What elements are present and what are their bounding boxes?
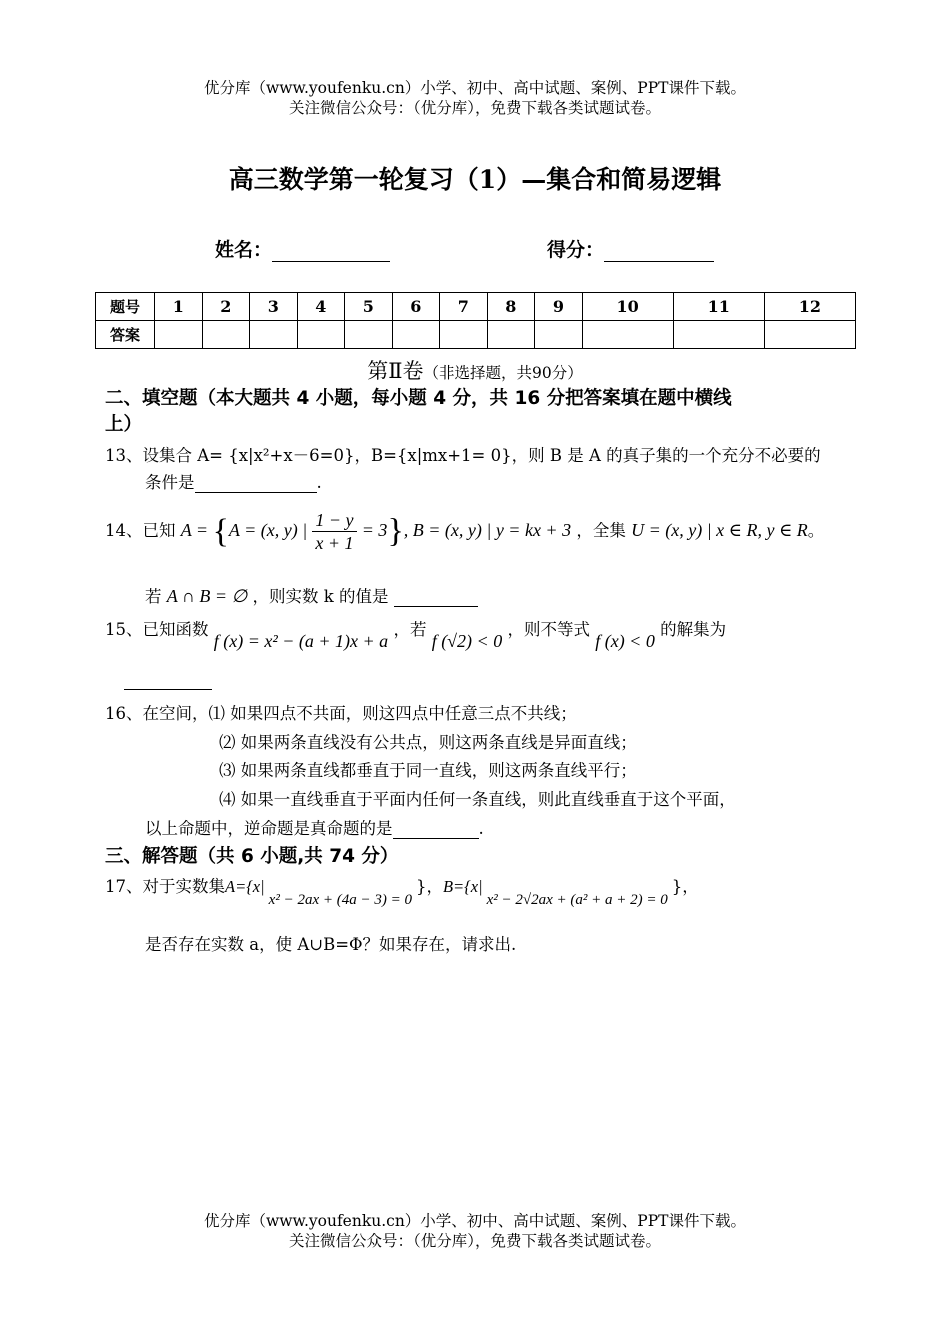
q15-then-label: ，则不等式 [507, 620, 590, 639]
q14-fraction-numerator: 1 − y [312, 509, 356, 532]
q14-set-a-open: A = { [180, 512, 229, 550]
q14-fraction-denominator: x + 1 [315, 533, 354, 553]
q14-line2-suffix: ，则实数 k 的值是 [252, 587, 389, 606]
q17-equation-b: x² − 2√2ax + (a² + a + 2) = 0 [486, 892, 668, 908]
question-number: 9 [535, 293, 583, 321]
answer-cell[interactable] [392, 321, 440, 349]
answer-cell[interactable] [535, 321, 583, 349]
question-number: 11 [673, 293, 764, 321]
q14-line1: 14、已知 A = {A = (x, y) | $\frac{1 - y}{x + 1}$ = 3}, B = (x, y) | y = kx + 3 ，全集 U = (x, y) | x ∈ R, y ∈ R。 [105, 510, 825, 553]
q15-line1 [105, 616, 727, 651]
q17-line2: 是否存在实数 a，使 A∪B=Φ？如果存在，请求出. [145, 935, 517, 954]
name-field [215, 235, 390, 262]
q17-mid: }， [415, 877, 443, 896]
score-field [547, 235, 714, 262]
q13-line2: 条件是 . [145, 473, 322, 492]
answer-cell[interactable] [764, 321, 855, 349]
q14-set-b: , B = (x, y) | y = kx + 3 [403, 520, 572, 540]
q14-line2-prefix: 若 [145, 587, 162, 606]
section2-heading-line2: 上） [105, 414, 143, 435]
q14-equals-three: = 3 [361, 520, 388, 540]
question-number: 10 [582, 293, 673, 321]
q16-item3: ⑶ 如果两条直线都垂直于同一直线，则这两条直线平行； [219, 761, 637, 780]
q16-answer-blank[interactable] [393, 820, 479, 839]
answer-cell[interactable] [297, 321, 345, 349]
q13-line1: 13、设集合 A= {x|x²+x－6=0}，B={x|mx+1= 0}，则 B 是 A 的真子集的一个充分不必要的 [105, 446, 821, 465]
row-label-answer: 答案 [96, 321, 155, 349]
page-footer-line1: 优分库（www.youfenku.cn）小学、初中、高中试题、案例、PPT课件下载。 [203, 1212, 747, 1230]
page-header-line1: 优分库（www.youfenku.cn）小学、初中、高中试题、案例、PPT课件下载。 [203, 79, 747, 97]
answer-cell[interactable] [440, 321, 488, 349]
q15-function: f (x) = x² − (a + 1)x + a [213, 631, 389, 651]
q14-prefix: 14、已知 [105, 521, 176, 540]
question-number: 1 [155, 293, 203, 321]
q15-suffix: 的解集为 [660, 620, 727, 639]
question-number: 8 [487, 293, 535, 321]
q14-set-a-label: A = (x, y) | [228, 520, 308, 540]
part2-heading [0, 355, 950, 385]
q14-universe-label: ，全集 [576, 521, 626, 540]
q16-item4: ⑷ 如果一直线垂直于平面内任何一条直线，则此直线垂直于这个平面， [219, 790, 736, 809]
q15-inequality: f (x) < 0 [595, 631, 655, 651]
q15-prefix: 15、已知函数 [105, 620, 209, 639]
answer-cell[interactable] [487, 321, 535, 349]
answer-cell[interactable] [345, 321, 393, 349]
answer-cell[interactable] [155, 321, 203, 349]
answer-cell[interactable] [673, 321, 764, 349]
q14-end: 。 [807, 521, 825, 540]
row-label-question: 题号 [96, 293, 155, 321]
question-number: 12 [764, 293, 855, 321]
page-header-line2: 关注微信公众号：（优分库），免费下载各类试题试卷。 [288, 99, 661, 117]
q16-line5: 以上命题中，逆命题是真命题的是 . [145, 819, 484, 838]
q15-answer-blank[interactable] [124, 669, 212, 690]
q14-answer-blank[interactable] [394, 588, 478, 607]
score-blank[interactable] [604, 241, 714, 262]
q17-line1 [105, 873, 699, 908]
q17-set-a-open: A={x| [225, 877, 265, 896]
q14-fraction [312, 509, 356, 554]
q14-set-u: U = (x, y) | x ∈ R, y ∈ R [631, 520, 808, 540]
question-number: 5 [345, 293, 393, 321]
answer-table [95, 292, 856, 349]
q14-intersection: A ∩ B = ∅ [166, 586, 248, 606]
q17-prefix: 17、对于实数集 [105, 877, 225, 896]
name-label: 姓名： [215, 239, 273, 261]
question-number: 3 [250, 293, 298, 321]
answer-cell[interactable] [202, 321, 250, 349]
section3-heading: 三、解答题（共 6 小题,共 74 分） [105, 846, 399, 867]
section2-heading-line1: 二、填空题（本大题共 4 小题，每小题 4 分，共 16 分把答案填在题中横线 [105, 388, 732, 409]
q13-answer-blank[interactable] [195, 474, 317, 493]
question-number: 6 [392, 293, 440, 321]
page-footer-line2: 关注微信公众号：（优分库），免费下载各类试题试卷。 [288, 1232, 661, 1250]
q16-line1: 16、在空间，⑴ 如果四点不共面，则这四点中任意三点不共线； [105, 704, 577, 723]
question-number: 2 [202, 293, 250, 321]
q15-if-label: ，若 [393, 620, 427, 639]
question-number: 4 [297, 293, 345, 321]
q16-conclusion: 以上命题中，逆命题是真命题的是 [145, 819, 393, 838]
page-title: 高三数学第一轮复习（1）—集合和简易逻辑 [228, 165, 722, 194]
answer-cell[interactable] [582, 321, 673, 349]
q17-set-b-open: B={x| [442, 877, 483, 896]
q17-equation-a: x² − 2ax + (4a − 3) = 0 [268, 892, 412, 908]
part2-note: （非选择题，共90分） [423, 364, 583, 382]
score-label: 得分： [547, 239, 605, 261]
q16-item2: ⑵ 如果两条直线没有公共点，则这两条直线是异面直线； [219, 733, 637, 752]
q14-line2 [145, 583, 478, 607]
q15-condition: f (√2) < 0 [431, 631, 503, 651]
q17-close: }， [671, 877, 699, 896]
answer-table-answer-row [96, 321, 856, 349]
question-number: 7 [440, 293, 488, 321]
q13-condition-label: 条件是 [145, 473, 195, 492]
name-blank[interactable] [272, 241, 390, 262]
part2-title: 第Ⅱ卷 [367, 359, 424, 383]
answer-table-header-row [96, 293, 856, 321]
answer-cell[interactable] [250, 321, 298, 349]
